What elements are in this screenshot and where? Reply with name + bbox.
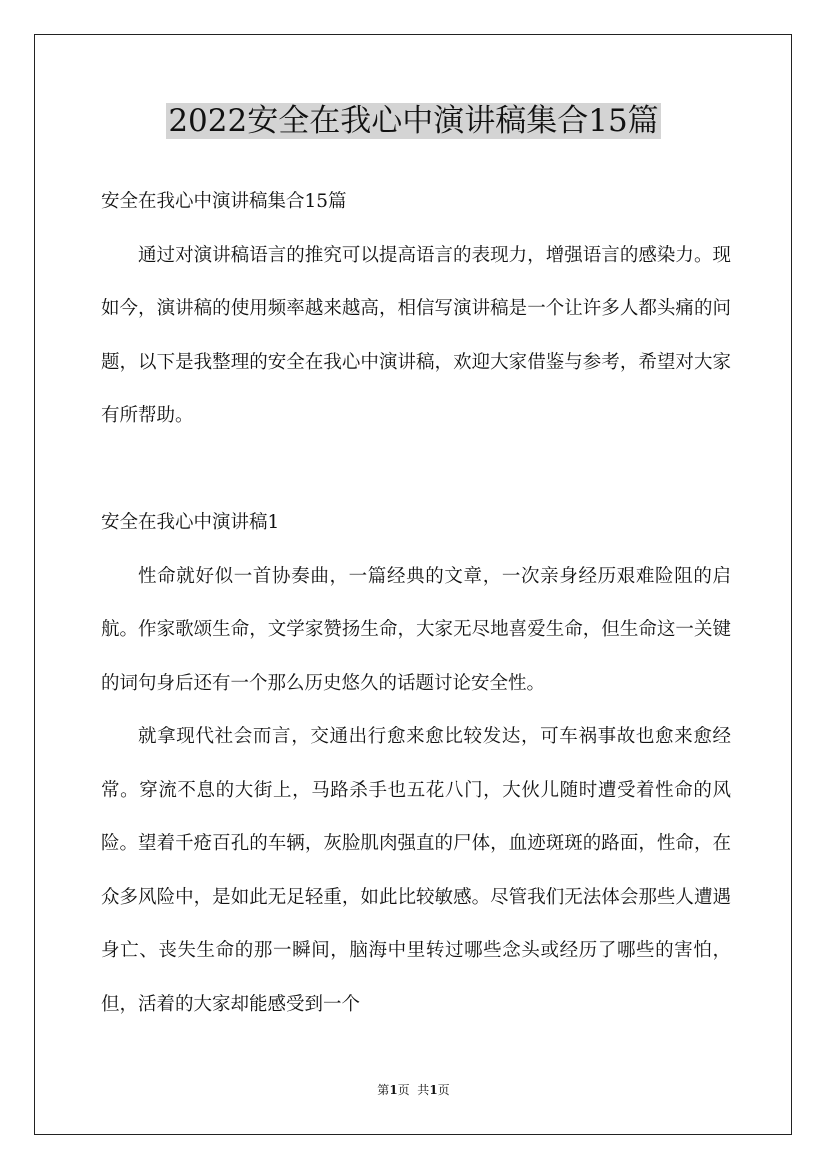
section-heading: 安全在我心中演讲稿1	[101, 512, 280, 533]
intro-paragraph: 通过对演讲稿语言的推究可以提高语言的表现力，增强语言的感染力。现如今，演讲稿的使用频率越来越高，相信写演讲稿是一个让许多人都头痛的问题，以下是我整理的安全在我心中演讲稿，欢迎大家借鉴与参考，希望对大家有所帮助。	[101, 244, 731, 426]
page-footer	[0, 1082, 827, 1098]
page-total: 1	[429, 1083, 438, 1097]
paragraph-spacer	[101, 443, 731, 497]
page-current: 1	[389, 1083, 398, 1097]
document-body	[101, 175, 731, 1031]
document-subtitle: 安全在我心中演讲稿集合15篇	[101, 191, 347, 212]
page-suffix: 页	[437, 1083, 450, 1097]
body-paragraph-2: 就拿现代社会而言，交通出行愈来愈比较发达，可车祸事故也愈来愈经常。穿流不息的大街上，马路杀手也五花八门，大伙儿随时遭受着性命的风险。望着千疮百孔的车辆，灰脸肌肉强直的尸体，血迹斑斑的路面，性命，在众多风险中，是如此无足轻重，如此比较敏感。尽管我们无法体会那些人遭遇身亡、丧失生命的那一瞬间，脑海中里转过哪些念头或经历了哪些的害怕，但，活着的大家却能感受到一个	[101, 726, 731, 1015]
page-mid: 页 共	[397, 1083, 430, 1097]
document-title	[0, 100, 827, 142]
body-paragraph-1: 性命就好似一首协奏曲，一篇经典的文章，一次亲身经历艰难险阻的启航。作家歌颂生命，文学家赞扬生命，大家无尽地喜爱生命，但生命这一关键的词句身后还有一个那么历史悠久的话题讨论安全性。	[101, 565, 731, 694]
document-title-text: 2022安全在我心中演讲稿集合15篇	[168, 103, 659, 139]
page-prefix: 第	[377, 1083, 390, 1097]
